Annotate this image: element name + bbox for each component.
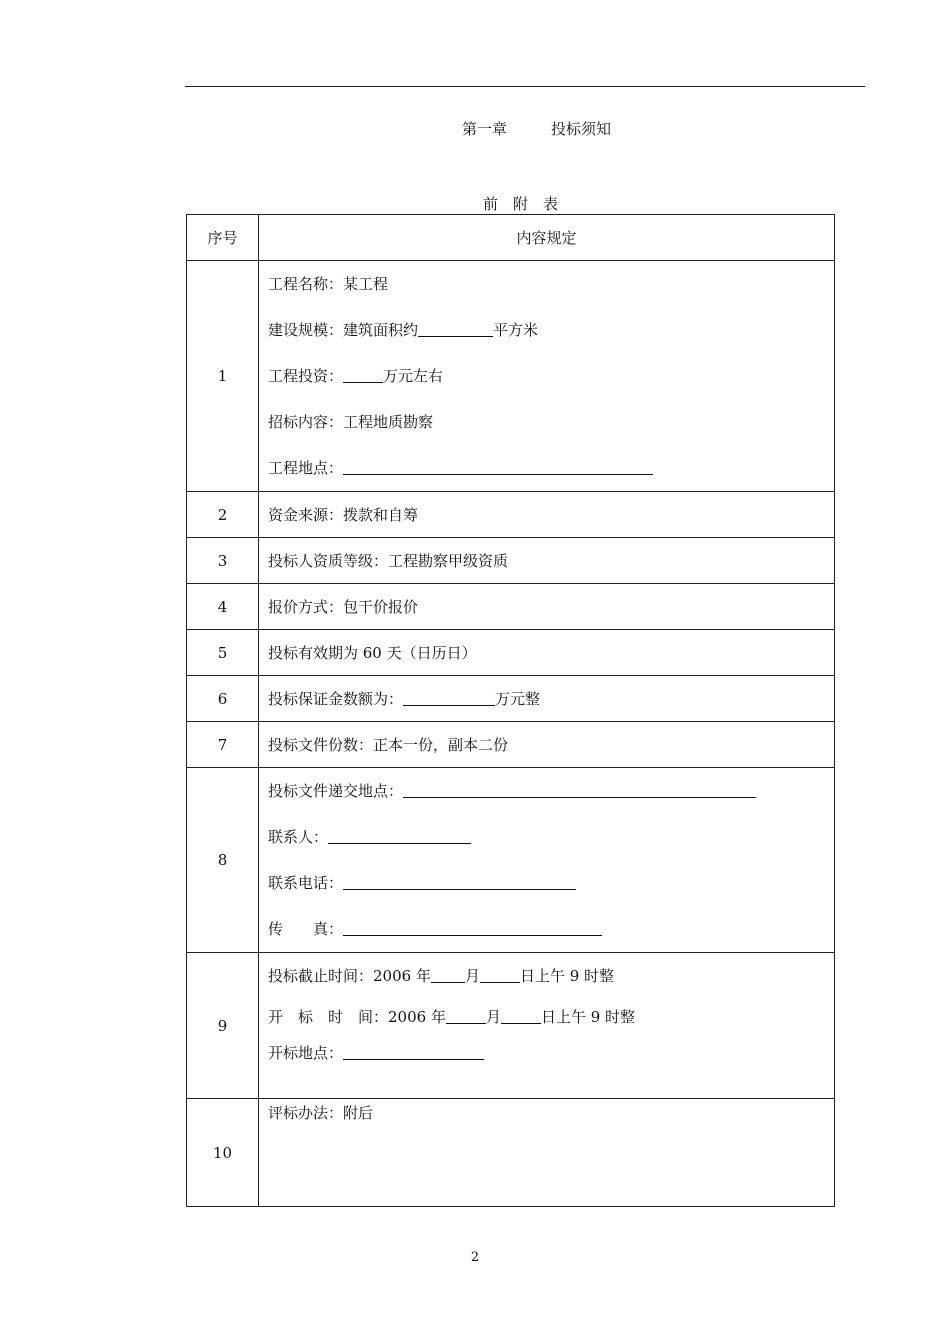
table-row bbox=[187, 1099, 835, 1207]
row-content: 投标保证金数额为： 万元整 bbox=[259, 676, 835, 722]
row-content: 投标有效期为 60 天（日历日） bbox=[259, 630, 835, 676]
table-title: 前 附 表 bbox=[483, 195, 559, 213]
chapter-heading bbox=[462, 118, 611, 139]
table-row bbox=[187, 492, 835, 538]
page-number: 2 bbox=[470, 1250, 480, 1265]
contact-phone: 联系电话： bbox=[268, 860, 834, 906]
table-row bbox=[187, 676, 835, 722]
blank-line bbox=[343, 460, 653, 475]
tender-scope: 招标内容：工程地质勘察 bbox=[268, 413, 434, 431]
blank-line bbox=[343, 1045, 484, 1060]
deadline: 投标截止时间：2006 年 月 日上午 9 时整 bbox=[268, 967, 615, 985]
build-scale: 建设规模：建筑面积约 平方米 bbox=[268, 321, 539, 339]
row-number: 4 bbox=[187, 584, 259, 630]
contact-person: 联系人： bbox=[268, 814, 834, 860]
row-content: 报价方式：包干价报价 bbox=[259, 584, 835, 630]
row-number: 7 bbox=[187, 722, 259, 768]
row-content: 资金来源：拨款和自筹 bbox=[259, 492, 835, 538]
row-number: 3 bbox=[187, 538, 259, 584]
table-row bbox=[187, 722, 835, 768]
row-content bbox=[259, 953, 835, 1099]
row-number: 2 bbox=[187, 492, 259, 538]
header-rule bbox=[185, 86, 865, 87]
table-row bbox=[187, 261, 835, 492]
blank-line bbox=[431, 968, 465, 983]
project-location: 工程地点： bbox=[268, 445, 834, 491]
blank-line bbox=[343, 875, 576, 890]
project-name: 工程名称：某工程 bbox=[268, 275, 389, 293]
row-content: 投标文件份数：正本一份，副本二份 bbox=[259, 722, 835, 768]
row-number: 8 bbox=[187, 768, 259, 953]
row-number: 1 bbox=[187, 261, 259, 492]
table-row bbox=[187, 630, 835, 676]
blank-line bbox=[446, 1009, 486, 1024]
blank-line bbox=[501, 1009, 541, 1024]
chapter-title: 投标须知 bbox=[551, 120, 612, 138]
header-index: 序号 bbox=[187, 215, 259, 261]
row-content bbox=[259, 261, 835, 492]
fax: 传 真： bbox=[268, 906, 834, 952]
header-content: 内容规定 bbox=[259, 215, 835, 261]
table-row bbox=[187, 584, 835, 630]
row-number: 5 bbox=[187, 630, 259, 676]
attachment-table bbox=[186, 214, 835, 1207]
table-row bbox=[187, 538, 835, 584]
opening-time: 开 标 时 间：2006 年 月 日上午 9 时整 bbox=[268, 1008, 636, 1026]
blank-line bbox=[403, 691, 495, 706]
blank-line bbox=[343, 921, 602, 936]
blank-line bbox=[343, 368, 383, 383]
row-number: 10 bbox=[187, 1099, 259, 1207]
table-header-row bbox=[187, 215, 835, 261]
blank-line bbox=[403, 783, 756, 798]
blank-line bbox=[418, 322, 493, 337]
row-number: 9 bbox=[187, 953, 259, 1099]
row-content bbox=[259, 768, 835, 953]
blank-line bbox=[480, 968, 520, 983]
table-row bbox=[187, 768, 835, 953]
opening-location: 开标地点： bbox=[268, 1035, 834, 1071]
investment: 工程投资： 万元左右 bbox=[268, 367, 444, 385]
row-content: 投标人资质等级：工程勘察甲级资质 bbox=[259, 538, 835, 584]
submission-location: 投标文件递交地点： bbox=[268, 768, 834, 814]
chapter-number: 第一章 bbox=[462, 120, 508, 138]
row-number: 6 bbox=[187, 676, 259, 722]
blank-line bbox=[328, 829, 471, 844]
row-content: 评标办法：附后 bbox=[259, 1099, 835, 1207]
table-row bbox=[187, 953, 835, 1099]
